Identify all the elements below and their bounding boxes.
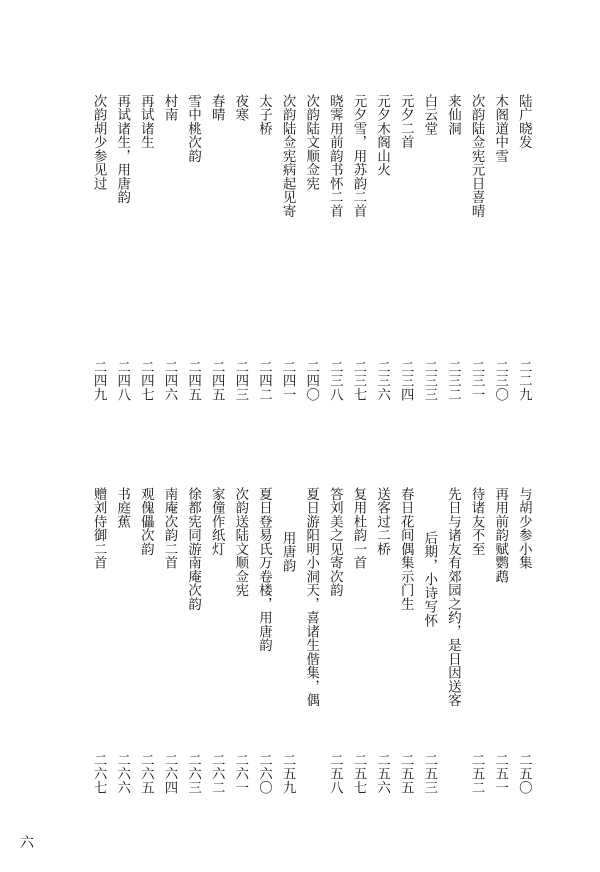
toc-entry-title: 观傀儡次韵 [138, 487, 154, 556]
toc-entry-title: 村南 [162, 94, 177, 122]
toc-entry-title: 次韵陆佥宪元日喜晴 [469, 94, 485, 218]
toc-entry [230, 487, 250, 817]
toc-entry-page-number: 二三一 [469, 360, 485, 402]
toc-entry-page-number: 二三四 [398, 360, 414, 402]
toc-entry-page-number: 二六六 [114, 753, 130, 795]
toc-entry-page-number: 二四八 [114, 360, 130, 402]
toc-entry-page-number: 二五二 [469, 753, 485, 795]
toc-entry-page-number: 二六一 [232, 753, 248, 795]
toc-entry-page-number: 二六七 [91, 753, 107, 795]
toc-entry [490, 487, 510, 817]
page-folio-number: 六 [20, 835, 34, 851]
toc-entry-title: 次韵陆文顺佥宪 [303, 94, 319, 191]
toc-entry-page-number: 二五一 [492, 753, 508, 795]
toc-entry-page-number: 二四〇 [303, 360, 319, 402]
toc-entry-title: 春日花间偶集示门生 [398, 487, 414, 611]
toc-entry [206, 487, 226, 817]
toc-entry [466, 487, 486, 817]
toc-entry [254, 487, 274, 817]
toc-entry-title: 次韵陆佥宪病起见寄 [280, 94, 296, 218]
toc-entry [301, 487, 321, 817]
toc-entry-title: 来仙洞 [445, 94, 461, 136]
toc-entry [88, 94, 108, 424]
toc-entry [395, 94, 415, 424]
toc-entry-title: 次韵胡少参见过 [91, 94, 107, 191]
toc-entry [372, 487, 392, 817]
toc-entry [348, 94, 368, 424]
toc-entry-title: 再试诸生，用唐韵 [114, 94, 130, 204]
toc-entry-title: 元夕雪，用苏韵二首 [351, 94, 366, 218]
toc-entry [443, 94, 463, 424]
toc-entry-title: 徐都宪同游南庵次韵 [185, 487, 201, 611]
toc-entry-page-number: 二四五 [209, 360, 225, 402]
toc-entry [324, 94, 344, 424]
toc-entry [135, 487, 155, 817]
toc-entry-page-number: 二六五 [138, 753, 154, 795]
toc-entry [466, 94, 486, 424]
toc-entry-title: 用唐韵 [280, 531, 296, 573]
toc-entry [277, 487, 297, 817]
toc-entry [112, 487, 132, 817]
toc-entry [513, 487, 533, 817]
toc-entry [277, 94, 297, 424]
toc-entry-title: 元夕二首 [398, 94, 414, 149]
toc-entry [183, 94, 203, 424]
toc-entry-title: 后期，小诗写怀 [421, 531, 437, 628]
toc-entry-page-number: 二三三 [421, 360, 437, 402]
toc-entry-title: 复用杜韵一首 [351, 487, 366, 570]
toc-entry-page-number: 二四五 [185, 360, 201, 402]
toc-entry [88, 487, 108, 817]
toc-entry-title: 陆广晓发 [516, 94, 532, 149]
toc-entry [395, 487, 415, 817]
toc-entry [254, 94, 274, 424]
toc-entry-page-number: 二五八 [327, 753, 343, 795]
toc-entry-title: 次韵送陆文顺佥宪 [232, 487, 248, 597]
toc-entry-title: 雪中桃次韵 [185, 94, 201, 163]
toc-entry-title: 书庭蕉 [114, 487, 130, 529]
toc-entry-title: 夏日登易氏万卷楼，用唐韵 [256, 487, 272, 652]
toc-entry-title: 待诸友不至 [469, 487, 485, 556]
toc-entry-title: 元夕木阁山火 [374, 94, 390, 177]
toc-entry [419, 487, 439, 817]
toc-entry-title: 夜寒 [232, 94, 248, 122]
toc-entry-page-number: 二五七 [351, 753, 366, 795]
toc-entry [513, 94, 533, 424]
toc-entry [206, 94, 226, 424]
toc-entry-page-number: 二五五 [398, 753, 414, 795]
toc-entry [419, 94, 439, 424]
toc-entry-page-number: 二四六 [162, 360, 177, 402]
toc-entry [324, 487, 344, 817]
toc-entry-page-number: 二三二 [445, 360, 461, 402]
toc-entry-title: 答刘美之见寄次韵 [327, 487, 343, 597]
toc-entry-page-number: 二六三 [185, 753, 201, 795]
toc-entry-title: 晓霁用前韵书怀二首 [327, 94, 343, 218]
toc-entry-page-number: 二五六 [374, 753, 390, 795]
toc-entry-page-number: 二六二 [209, 753, 225, 795]
toc-entry-title: 南庵次韵二首 [162, 487, 177, 570]
toc-entry-title: 春晴 [209, 94, 225, 122]
toc-entry-page-number: 二四二 [256, 360, 272, 402]
toc-entry-page-number: 二六四 [162, 753, 177, 795]
toc-entry [301, 94, 321, 424]
toc-entry-title: 赠刘侍御二首 [91, 487, 107, 570]
toc-entry [230, 94, 250, 424]
toc-entry [372, 94, 392, 424]
toc-entry-page-number: 二三八 [327, 360, 343, 402]
toc-upper-section [88, 94, 533, 424]
toc-entry-page-number: 二三〇 [492, 360, 508, 402]
toc-entry-page-number: 二三七 [351, 360, 366, 402]
toc-entry-page-number: 二五九 [280, 753, 296, 795]
toc-entry-title: 木阁道中雪 [492, 94, 508, 163]
toc-entry-title: 先日与诸友有郊园之约，是日因送客 [445, 487, 461, 707]
toc-entry [183, 487, 203, 817]
toc-entry-title: 家僮作纸灯 [209, 487, 225, 556]
toc-entry-page-number: 二三六 [374, 360, 390, 402]
toc-entry-page-number: 二四九 [91, 360, 107, 402]
toc-entry-title: 送客过二桥 [374, 487, 390, 556]
toc-entry [159, 487, 179, 817]
toc-lower-section [88, 487, 533, 817]
toc-entry-title: 再用前韵赋鹦鹉 [492, 487, 508, 584]
toc-entry [443, 487, 463, 817]
toc-entry-title: 与胡少参小集 [516, 487, 532, 570]
toc-entry-title: 再试诸生 [138, 94, 154, 149]
toc-entry-page-number: 二五三 [421, 753, 437, 795]
toc-entry-page-number: 二五〇 [516, 753, 532, 795]
toc-entry-title: 太子桥 [256, 94, 272, 136]
toc-entry [348, 487, 368, 817]
toc-entry [135, 94, 155, 424]
toc-entry [490, 94, 510, 424]
toc-entry-page-number: 二四七 [138, 360, 154, 402]
toc-entry-page-number: 二六〇 [256, 753, 272, 795]
toc-entry-page-number: 二四三 [232, 360, 248, 402]
toc-entry [159, 94, 179, 424]
toc-entry-title: 白云堂 [421, 94, 437, 136]
toc-entry-page-number: 二四一 [280, 360, 296, 402]
toc-entry-page-number: 二二九 [516, 360, 532, 402]
toc-entry-title: 夏日游阳明小洞天，喜诸生偕集，偶 [303, 487, 319, 707]
toc-entry [112, 94, 132, 424]
